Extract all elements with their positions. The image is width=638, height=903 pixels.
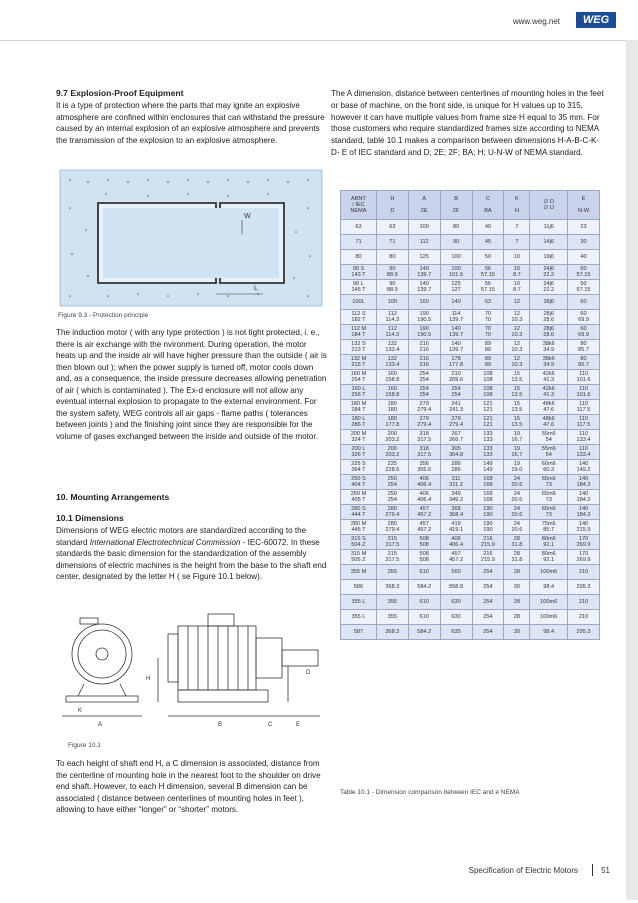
table-cell: 100m6 [530, 565, 568, 580]
table-cell: 160 158.8 [376, 385, 408, 400]
table-cell: 28 31.8 [504, 550, 530, 565]
table-cell: 216 215.9 [472, 550, 504, 565]
header-rule [0, 40, 638, 41]
table-cell: 89 89 [472, 340, 504, 355]
table-cell: 355 [376, 565, 408, 580]
table-cell: 90 88.9 [376, 265, 408, 280]
table-cell: 560 [440, 565, 472, 580]
table-cell: 318 317.5 [408, 445, 440, 460]
table-cell: 295.3 [568, 580, 600, 595]
page-edge-bar [626, 40, 638, 900]
table-cell: 100 [440, 250, 472, 265]
table-row [341, 625, 600, 640]
table-cell: 406 406.4 [408, 475, 440, 490]
table-cell: 114 139.7 [440, 310, 472, 325]
table-cell: 125 [408, 250, 440, 265]
table-cell: 170 269.9 [568, 535, 600, 550]
table-cell: 100 [408, 220, 440, 235]
table-cell: 30 [568, 235, 600, 250]
table-row [341, 445, 600, 460]
table-cell: 254 [472, 595, 504, 610]
table-cell: 225 228.6 [376, 460, 408, 475]
table-cell: 586 [341, 580, 377, 595]
table-cell: 180 177.8 [376, 415, 408, 430]
table-cell: 60 69.9 [568, 325, 600, 340]
section-9-7-title: 9.7 Explosion-Proof Equipment [56, 88, 184, 98]
table-cell: 112 114.3 [376, 325, 408, 340]
table-cell: 110 101.6 [568, 385, 600, 400]
table-cell: 280 M 445 T [341, 520, 377, 535]
section-10-title: 10. Mounting Arrangements [56, 492, 170, 502]
table-cell: 286 286 [440, 460, 472, 475]
table-cell: 24 20.6 [504, 520, 530, 535]
table-row [341, 415, 600, 430]
c-label: C [268, 722, 273, 728]
column-header: H D [376, 191, 408, 220]
table-cell: 100L [341, 295, 377, 310]
table-cell: 45 [472, 235, 504, 250]
table-cell: 30 [504, 625, 530, 640]
table-cell: 140 139.7 [408, 280, 440, 295]
column-header: ∅ D ∅ U [530, 191, 568, 220]
motor-dimensions-figure [58, 608, 328, 736]
table-cell: 254 254 [440, 385, 472, 400]
table-cell: 28j6 28.6 [530, 310, 568, 325]
table-cell: 19 16.7 [504, 430, 530, 445]
table-cell: 12 10.3 [504, 310, 530, 325]
table-row [341, 295, 600, 310]
b-label: B [218, 722, 223, 728]
table-row [341, 490, 600, 505]
table-cell: 48k6 47.6 [530, 415, 568, 430]
table-row [341, 400, 600, 415]
table-cell: 315 317.5 [376, 550, 408, 565]
table-cell: 110 101.6 [568, 370, 600, 385]
table-row [341, 250, 600, 265]
table-cell: 178 177.8 [440, 355, 472, 370]
a-dimension-text: The A dimension, distance between centerlines of mounting holes in the feet or base of machine, on the front side, is unique for H values up to 315, however it can have multiple values from frame size H equal to 35 mm. For those customers who require standardized frames size according to NEMA standard, table 10.1 makes a comparison between dimensions H-A-B-C-K-D- E of IEC standard and D; 2E; 2F; BA; H; U-N-W of NEMA standard. [331, 89, 604, 157]
table-cell: 254 [472, 625, 504, 640]
table-body [341, 220, 600, 640]
table-row [341, 520, 600, 535]
table-cell: 250 254 [376, 490, 408, 505]
table-cell: 610 [408, 610, 440, 625]
table-cell: 406 406.4 [408, 490, 440, 505]
table-cell: 10 8.7 [504, 280, 530, 295]
table-cell: 24 20.6 [504, 490, 530, 505]
column-header: K H [504, 191, 530, 220]
e-label: E [296, 722, 301, 728]
table-cell: 254 [472, 610, 504, 625]
table-cell: 15 13.5 [504, 415, 530, 430]
table-cell: 71 [376, 235, 408, 250]
table-cell: 584.2 [408, 625, 440, 640]
table-cell: 100 [376, 295, 408, 310]
table-cell: 108 108 [472, 385, 504, 400]
table-cell: 24j6 22.2 [530, 280, 568, 295]
table-row [341, 460, 600, 475]
table-cell: 15 13.5 [504, 385, 530, 400]
page-number: 51 [601, 866, 610, 875]
table-cell: 508 508 [408, 535, 440, 550]
table-cell: 180 M 284 T [341, 400, 377, 415]
table-cell: 28j6 [530, 295, 568, 310]
table-cell: 100m6 [530, 595, 568, 610]
table-cell: 200 203.2 [376, 430, 408, 445]
table-row [341, 580, 600, 595]
table-cell: 349 349.2 [440, 490, 472, 505]
table-cell: 100m6 [530, 610, 568, 625]
table-cell: 133 133 [472, 445, 504, 460]
a-label: A [98, 722, 103, 728]
footer-separator [592, 864, 593, 876]
shaft-dimension-text: To each height of shaft end H, a C dimension is associated, distance from the centerline of mounting hole in the nearest foot to the shoulder on drive end shaft. However, to each H dimension, several B dimension can be associated ( distance between centerlines of mounting holes in feet ), allowing to have either “longer” or “shorter” motors. [56, 759, 321, 814]
table-row [341, 505, 600, 520]
table-cell: 125 127 [440, 280, 472, 295]
table-cell: 80m6 92.1 [530, 535, 568, 550]
table-cell: 250 254 [376, 475, 408, 490]
table-cell: 42k6 41.3 [530, 385, 568, 400]
table-row [341, 475, 600, 490]
table-cell: 241 241.3 [440, 400, 472, 415]
d-label: D [306, 670, 311, 676]
table-row [341, 325, 600, 340]
table-cell: 355 M [341, 565, 377, 580]
table-cell: 315 317.5 [376, 535, 408, 550]
table-cell: 225 S 364 T [341, 460, 377, 475]
table-cell: 112 M 184 T [341, 325, 377, 340]
table-header-row [341, 191, 600, 220]
table-cell: 280 279.4 [376, 505, 408, 520]
table-cell: 315 M 505 Z [341, 550, 377, 565]
table-cell: 140 [440, 295, 472, 310]
table-row [341, 265, 600, 280]
table-row [341, 355, 600, 370]
table-cell: 42k6 41.3 [530, 370, 568, 385]
table-cell: 168 168 [472, 490, 504, 505]
table-cell: 132 S 213 T [341, 340, 377, 355]
table-cell: 55m6 54 [530, 430, 568, 445]
table-cell: 80 [440, 220, 472, 235]
table-cell: 90 L 145 T [341, 280, 377, 295]
table-cell: 23 [568, 220, 600, 235]
table-row [341, 220, 600, 235]
table-cell: 630 [440, 595, 472, 610]
table-cell: 635 [440, 625, 472, 640]
table-cell: 355 [376, 595, 408, 610]
footer-title: Specification of Electric Motors [468, 866, 578, 875]
table-cell: 368.3 [376, 580, 408, 595]
table-cell: 200 203.2 [376, 445, 408, 460]
table-cell: 60 69.9 [568, 310, 600, 325]
table-cell: 254 254 [408, 370, 440, 385]
table-cell: 98.4 [530, 625, 568, 640]
table-cell: 160 158.8 [376, 370, 408, 385]
table-cell: 280 S 444 T [341, 505, 377, 520]
table-cell: 457 457.2 [440, 550, 472, 565]
table-cell: 318 317.5 [408, 430, 440, 445]
table-cell: 112 S 182 T [341, 310, 377, 325]
table-cell: 254 [472, 565, 504, 580]
figure-9-3-caption: Figure 9.3 - Protection principle [58, 312, 149, 319]
figure-10-1-caption: Figure 10.1 [68, 742, 101, 749]
column-header: ABNT / IEC NEMA [341, 191, 377, 220]
table-cell: 355 L [341, 595, 377, 610]
table-cell: 216 215.9 [472, 535, 504, 550]
table-cell: 24j6 22.2 [530, 265, 568, 280]
table-cell: 315 S 504 Z [341, 535, 377, 550]
table-row [341, 430, 600, 445]
table-cell: 121 121 [472, 415, 504, 430]
section-9-7-text: It is a type of protection where the parts that may ignite an explosive atmosphere are confined within enclosures that can withstand the pressure caused by an internal explosion of an explosive atmosphere and prevents the transmission of the explosion to an explosive atmosphere. [56, 101, 325, 145]
table-cell: 457 457.2 [408, 505, 440, 520]
table-cell: 160 M 254 T [341, 370, 377, 385]
table-cell: 170 269.9 [568, 550, 600, 565]
table-cell: 508 508 [408, 550, 440, 565]
table-row [341, 235, 600, 250]
table-cell: 70 70 [472, 310, 504, 325]
table-cell: 24 20.6 [504, 475, 530, 490]
table-cell: 558.8 [440, 580, 472, 595]
table-cell: 140 184.2 [568, 475, 600, 490]
table-cell: 140 149.2 [568, 460, 600, 475]
table-cell: 19j6 [530, 250, 568, 265]
column-header: B 2F [440, 191, 472, 220]
table-cell: 80 [376, 250, 408, 265]
table-cell: 12 10.3 [504, 355, 530, 370]
table-cell: 280 279.4 [376, 520, 408, 535]
table-cell: 110 133.4 [568, 445, 600, 460]
table-cell: 140 139.7 [408, 265, 440, 280]
table-cell: 80m6 92.1 [530, 550, 568, 565]
table-cell: 63 [341, 220, 377, 235]
table-cell: 630 [440, 610, 472, 625]
table-cell: 279 279.4 [440, 415, 472, 430]
table-cell: 12 10.3 [504, 340, 530, 355]
table-cell: 210 [568, 610, 600, 625]
table-cell: 89 89 [472, 355, 504, 370]
k-label: K [78, 708, 83, 714]
table-cell: 90 88.9 [376, 280, 408, 295]
table-cell: 30 [504, 580, 530, 595]
table-cell: 368.3 [376, 625, 408, 640]
table-cell: 14j6 [530, 235, 568, 250]
table-cell: 63 [472, 295, 504, 310]
table-cell: 80 85.7 [568, 355, 600, 370]
table-row [341, 595, 600, 610]
table-cell: 50 57.15 [568, 265, 600, 280]
table-cell: 190 190 [472, 520, 504, 535]
table-cell: 11j6 [530, 220, 568, 235]
table-cell: 56 57.15 [472, 280, 504, 295]
table-cell: 210 [568, 565, 600, 580]
table-cell: 28 [504, 610, 530, 625]
table-10-1-caption: Table 10.1 - Dimension comparison between IEC and e NEMA [340, 789, 520, 796]
table-cell: 132 M 215 T [341, 355, 377, 370]
table-cell: 250 S 404 T [341, 475, 377, 490]
table-cell: 190 190.5 [408, 325, 440, 340]
table-cell: 140 184.2 [568, 505, 600, 520]
table-cell: 210 [568, 595, 600, 610]
table-cell: 140 139.7 [440, 325, 472, 340]
protection-principle-figure [58, 168, 324, 308]
table-cell: 140 215.9 [568, 520, 600, 535]
table-cell: 149 149 [472, 460, 504, 475]
table-cell: 110 117.5 [568, 400, 600, 415]
table-cell: 65m6 73 [530, 475, 568, 490]
table-cell: 10 [504, 250, 530, 265]
table-cell: 267 266.7 [440, 430, 472, 445]
table-cell: 38k6 34.9 [530, 355, 568, 370]
table-cell: 168 168 [472, 475, 504, 490]
table-cell: 160 L 256 T [341, 385, 377, 400]
table-cell: 80 85.7 [568, 340, 600, 355]
table-cell: 200 L 326 T [341, 445, 377, 460]
table-cell: 108 108 [472, 370, 504, 385]
table-cell: 132 133.4 [376, 355, 408, 370]
table-row [341, 385, 600, 400]
table-cell: 356 355.6 [408, 460, 440, 475]
table-cell: 133 133 [472, 430, 504, 445]
table-cell: 355 [376, 610, 408, 625]
table-cell: 40 [472, 220, 504, 235]
table-cell: 457 457.2 [408, 520, 440, 535]
table-cell: 140 139.7 [440, 340, 472, 355]
table-cell: 112 [408, 235, 440, 250]
table-row [341, 280, 600, 295]
iec-nema-dimension-table [340, 190, 600, 640]
table-cell: 19 19.0 [504, 460, 530, 475]
table-cell: 121 121 [472, 400, 504, 415]
table-cell: 216 216 [408, 340, 440, 355]
h-label: H [146, 676, 151, 682]
table-cell: 132 133.4 [376, 340, 408, 355]
table-cell: 48k6 47.6 [530, 400, 568, 415]
protection-principle-diagram [58, 168, 324, 308]
table-row [341, 310, 600, 325]
column-header: A 2E [408, 191, 440, 220]
table-cell: 190 190 [472, 505, 504, 520]
table-cell: 70 70 [472, 325, 504, 340]
table-cell: 80 [341, 250, 377, 265]
table-cell: 28 [504, 595, 530, 610]
table-cell: 65m6 73 [530, 505, 568, 520]
table-row [341, 610, 600, 625]
table-cell: 406 406.4 [440, 535, 472, 550]
table-cell: 250 M 405 T [341, 490, 377, 505]
table-cell: 279 279.4 [408, 415, 440, 430]
table-cell: 50 [472, 250, 504, 265]
table-cell: 98.4 [530, 580, 568, 595]
table-cell: 610 [408, 595, 440, 610]
table-cell: 40 [568, 250, 600, 265]
table-cell: 254 254 [408, 385, 440, 400]
table-cell: 71 [341, 235, 377, 250]
table-cell: 190 190.5 [408, 310, 440, 325]
table-cell: 279 279.4 [408, 400, 440, 415]
table-cell: 7 [504, 235, 530, 250]
table-cell: 24 20.6 [504, 505, 530, 520]
table-cell: 210 209.6 [440, 370, 472, 385]
table-cell: 160 [408, 295, 440, 310]
table-row [341, 535, 600, 550]
table-cell: 55m6 54 [530, 445, 568, 460]
table-row [341, 370, 600, 385]
table-cell: 15 13.5 [504, 370, 530, 385]
table-cell: 38k6 34.9 [530, 340, 568, 355]
table-row [341, 550, 600, 565]
table-cell: 419 419.1 [440, 520, 472, 535]
table-row [341, 565, 600, 580]
table-cell: 368 368.4 [440, 505, 472, 520]
table-cell: 216 216 [408, 355, 440, 370]
table-cell: 311 311.2 [440, 475, 472, 490]
table-cell: 60 [568, 295, 600, 310]
table-cell: 610 [408, 565, 440, 580]
table-cell: 110 133.4 [568, 430, 600, 445]
section-10-1-text: Dimensions of WEG electric motors are standardized according to the standard International Electrotechnical Commission - IEC-60072. In these standards the basic dimension for the standardization of the assembly dimensions of electric machines is the height from the base to the shaft end center, designated by the letter H ( se Figure 10.1 below). [56, 526, 327, 581]
table-cell: 12 10.3 [504, 325, 530, 340]
table-cell: 112 114.3 [376, 310, 408, 325]
column-header: E N-W [568, 191, 600, 220]
table-cell: 10 8.7 [504, 265, 530, 280]
l-dimension-label: L [254, 285, 258, 292]
table-cell: 75m6 85.7 [530, 520, 568, 535]
table-cell: 50 57.15 [568, 280, 600, 295]
table-cell: 355 L [341, 610, 377, 625]
table-cell: 90 [440, 235, 472, 250]
table-cell: 180 L 286 T [341, 415, 377, 430]
induction-motor-text: The induction motor ( with any type protection ) is not tight protected, i. e., there is air exchange with the nvironment. During operation, the motor heats up and the inside air will have higher pressure than the outside ( air is then blown out ); when the power supply is turned off, motor cools down and, as a consequence, the inside pressure decreases allowing penetration of air ( which is contaminated ). The Ex-d enclosure will not allow any eventual internal explosion to propagate to the external environment. For the system safety, WEG controls all air gaps - flame paths ( tolerances between joints ) and the finishing joint since they are responsible for the volume of gases exchanged between the inside and outside of the motor. [56, 328, 327, 441]
table-cell: 110 117.5 [568, 415, 600, 430]
table-cell: 65m6 73 [530, 490, 568, 505]
section-10-1-title: 10.1 Dimensions [56, 513, 124, 523]
website-url[interactable]: www.weg.net [512, 17, 560, 26]
table-row [341, 340, 600, 355]
table-cell: 28 31.8 [504, 535, 530, 550]
table-cell: 28 [504, 565, 530, 580]
table-cell: 140 184.2 [568, 490, 600, 505]
motor-dimensions-drawing [58, 608, 328, 736]
table-cell: 15 13.5 [504, 400, 530, 415]
weg-logo: WEG [576, 12, 616, 28]
table-cell: 60m6 60.3 [530, 460, 568, 475]
table-cell: 254 [472, 580, 504, 595]
table-cell: 7 [504, 220, 530, 235]
table-cell: 19 16.7 [504, 445, 530, 460]
table-cell: 295.3 [568, 625, 600, 640]
table-cell: 305 304.8 [440, 445, 472, 460]
column-header: C BA [472, 191, 504, 220]
table-cell: 100 101.6 [440, 265, 472, 280]
table-cell: 28j6 28.6 [530, 325, 568, 340]
table-cell: 180 180 [376, 400, 408, 415]
table-cell: 56 57.15 [472, 265, 504, 280]
w-dimension-label: W [244, 213, 251, 220]
table-cell: 200 M 324 T [341, 430, 377, 445]
table-cell: 12 [504, 295, 530, 310]
table-cell: 587 [341, 625, 377, 640]
table-cell: 63 [376, 220, 408, 235]
table-cell: 90 S 143 T [341, 265, 377, 280]
table-cell: 584.2 [408, 580, 440, 595]
